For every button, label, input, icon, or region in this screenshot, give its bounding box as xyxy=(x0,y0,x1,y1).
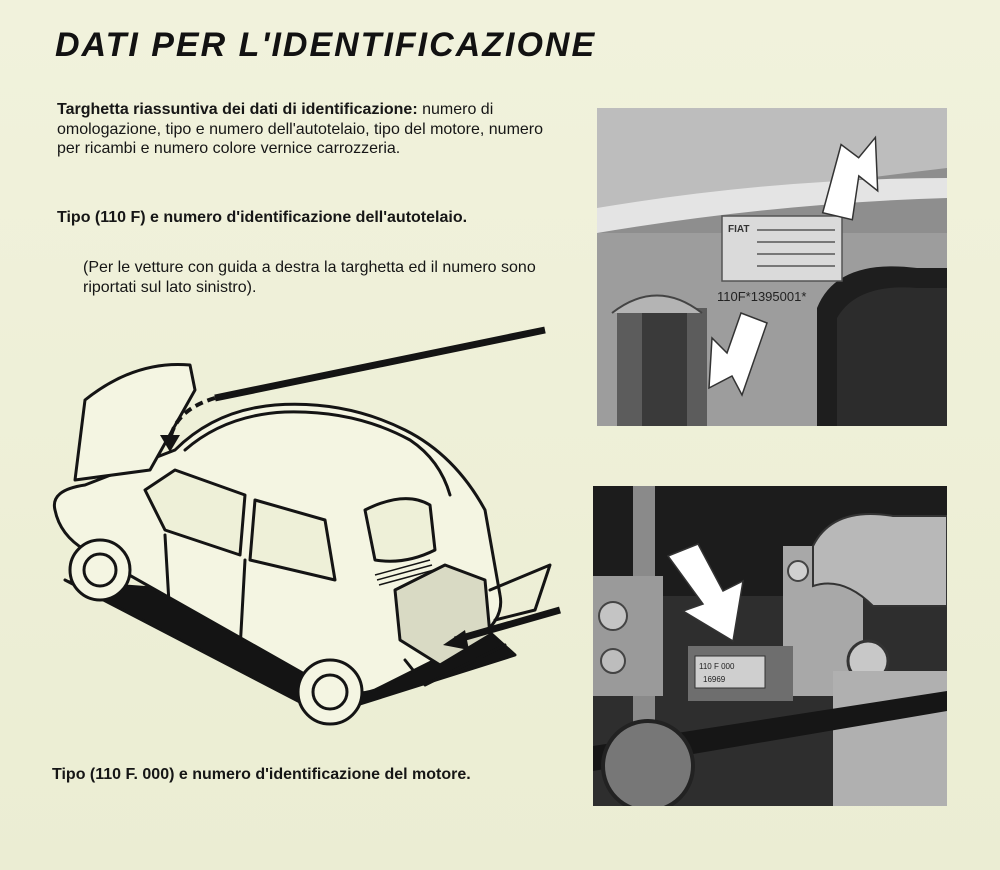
section1-text: numero di omologazione, tipo e numero dell'autotelaio, tipo del motore, numero per ricambi e numero colore vernice carrozzeria. xyxy=(57,101,544,157)
section-chassis-note xyxy=(83,258,548,297)
section1-heading: Targhetta riassuntiva dei dati di identificazione: xyxy=(57,101,418,118)
chassis-number-stamp: 110F*1395001* xyxy=(717,289,807,304)
engine-plate-line1: 110 F 000 xyxy=(699,662,735,671)
section3-heading: Tipo (110 F. 000) e numero d'identificazione del motore. xyxy=(52,766,471,783)
engine-plate-line2: 16969 xyxy=(703,675,726,684)
plate-brand: FIAT xyxy=(728,224,750,235)
chassis-plate-photo xyxy=(597,108,947,426)
section-plate-description xyxy=(57,100,547,159)
car-illustration xyxy=(45,320,565,740)
engine-plate-photo xyxy=(593,486,947,806)
page-title: DATI PER L'IDENTIFICAZIONE xyxy=(55,26,597,64)
section-chassis xyxy=(57,208,547,228)
section2-note: (Per le vetture con guida a destra la targhetta ed il numero sono riportati sul lato sinistro). xyxy=(83,259,536,296)
pointer-line xyxy=(215,330,545,398)
section-engine xyxy=(52,765,552,785)
section2-heading: Tipo (110 F) e numero d'identificazione dell'autotelaio. xyxy=(57,209,468,226)
